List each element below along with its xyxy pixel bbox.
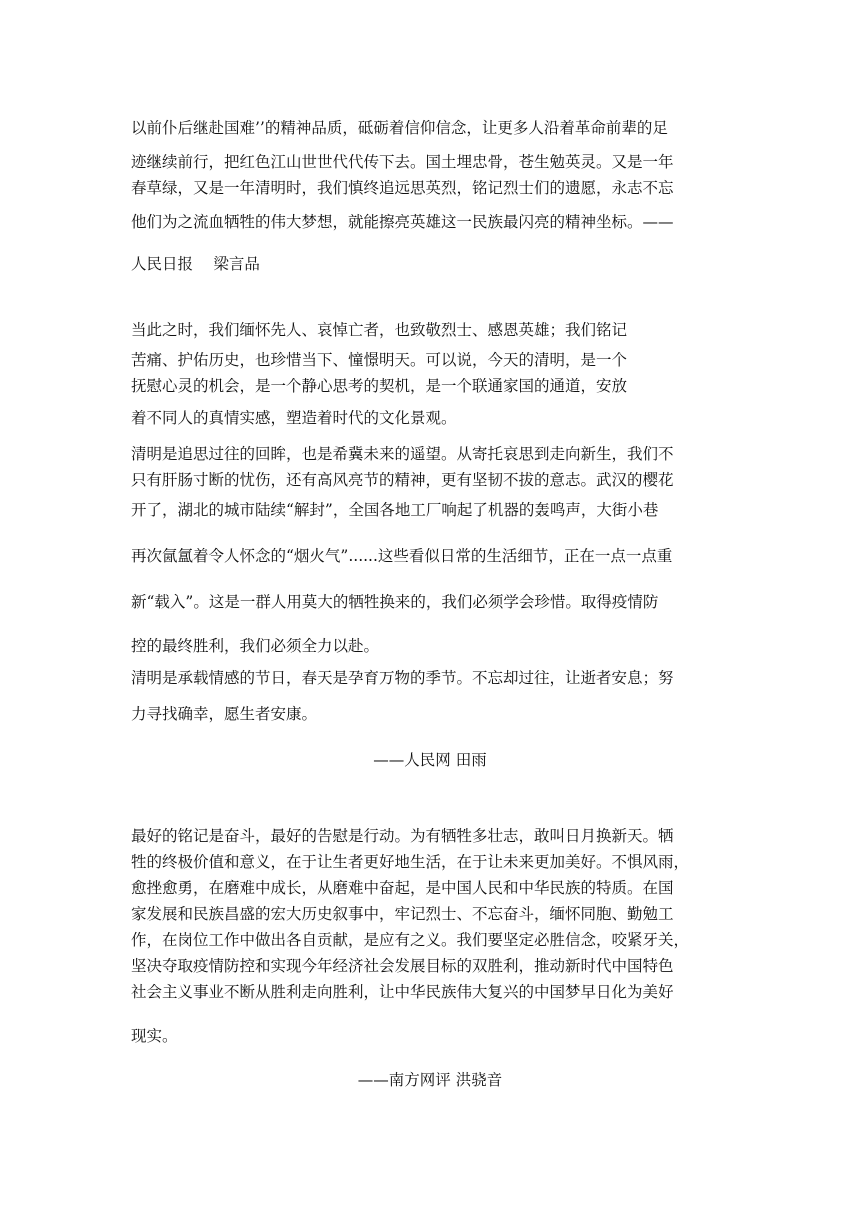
attribution: ——人民网 田雨 [373, 751, 487, 769]
paragraph-line: 牲的终极价值和意义，在于让生者更好地生活，在于让未来更加美好。不惧风雨， [131, 853, 690, 871]
paragraph-line: 苦痛、护佑历史，也珍惜当下、憧憬明天。可以说，今天的清明，是一个 [131, 351, 628, 369]
paragraph-line: 着不同人的真情实感，塑造着时代的文化景观。 [131, 409, 457, 427]
paragraph-line: 只有肝肠寸断的忧伤，还有高风亮节的精神，更有坚韧不拔的意志。武汉的樱花 [131, 471, 674, 489]
paragraph-line: 迹继续前行，把红色江山世世代代传下去。国土埋忠骨，苍生勉英灵。又是一年 [131, 153, 674, 171]
attribution: 人民日报 梁言品 [131, 255, 260, 273]
paragraph-line: 再次氤氲着令人怀念的“烟火气”......这些看似日常的生活细节，正在一点一点重 [131, 547, 673, 565]
paragraph-line: 控的最终胜利，我们必须全力以赴。 [131, 637, 380, 655]
paragraph-line: 清明是追思过往的回眸，也是希冀未来的遥望。从寄托哀思到走向新生，我们不 [131, 445, 674, 463]
paragraph-line: 清明是承载情感的节日，春天是孕育万物的季节。不忘却过往，让逝者安息；努 [131, 669, 674, 687]
paragraph-line: 作，在岗位工作中做出各自贡献，是应有之义。我们要坚定必胜信念，咬紧牙关， [131, 931, 690, 949]
paragraph-line: 当此之时，我们缅怀先人、哀悼亡者，也致敬烈士、感恩英雄；我们铭记 [131, 321, 628, 339]
paragraph-line: 力寻找确幸，愿生者安康。 [131, 705, 318, 723]
paragraph-line: 春草绿，又是一年清明时，我们慎终追远思英烈，铭记烈士们的遗愿，永志不忘 [131, 179, 674, 197]
paragraph-line: 愈挫愈勇，在磨难中成长，从磨难中奋起，是中国人民和中华民族的特质。在国 [131, 879, 674, 897]
paragraph-line: 坚决夺取疫情防控和实现今年经济社会发展目标的双胜利，推动新时代中国特色 [131, 957, 674, 975]
paragraph-line: 他们为之流血牺牲的伟大梦想，就能擦亮英雄这一民族最闪亮的精神坐标。—— [131, 213, 674, 231]
paragraph-line: 以前仆后继赴国难’’的精神品质，砥砺着信仰信念，让更多人沿着革命前辈的足 [131, 119, 668, 137]
paragraph-line: 家发展和民族昌盛的宏大历史叙事中，牢记烈士、不忘奋斗，缅怀同胞、勤勉工 [131, 905, 674, 923]
paragraph-line: 最好的铭记是奋斗，最好的告慰是行动。为有牺牲多壮志，敢叫日月换新天。牺 [131, 827, 674, 845]
paragraph-line: 新“载入”。这是一群人用莫大的牺牲换来的，我们必须学会珍惜。取得疫情防 [131, 593, 659, 611]
attribution: ——南方网评 洪骁音 [357, 1071, 503, 1089]
paragraph-line: 抚慰心灵的机会，是一个静心思考的契机，是一个联通家国的通道，安放 [131, 377, 628, 395]
paragraph-line: 开了，湖北的城市陆续“解封”，全国各地工厂响起了机器的轰鸣声，大街小巷 [131, 501, 659, 519]
paragraph-line: 现实。 [131, 1027, 178, 1045]
paragraph-line: 社会主义事业不断从胜利走向胜利，让中华民族伟大复兴的中国梦早日化为美好 [131, 983, 674, 1001]
